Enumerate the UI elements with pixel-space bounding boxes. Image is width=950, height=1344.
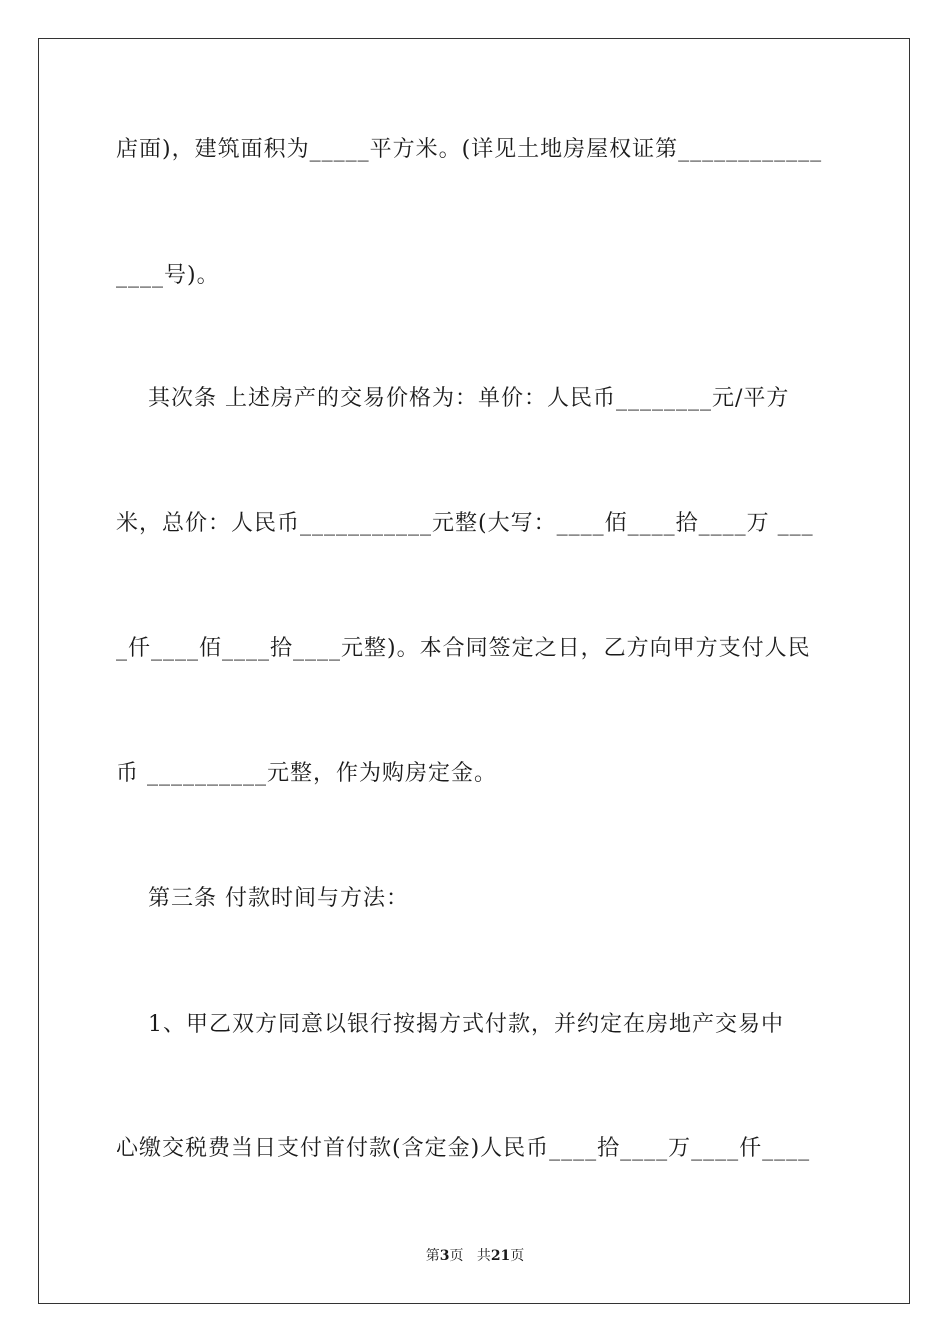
page-border (38, 38, 910, 1304)
page-footer (0, 1246, 950, 1266)
footer-total-number: 21 (490, 1248, 511, 1264)
body-line-7: 第三条 付款时间与方法： (116, 886, 409, 911)
body-line-8: 1、甲乙双方同意以银行按揭方式付款，并约定在房地产交易中 (116, 1012, 784, 1037)
footer-total-prefix: 共 (476, 1248, 491, 1264)
body-line-6: 币 __________元整，作为购房定金。 (116, 761, 497, 786)
body-line-4: 米，总价：人民币___________元整(大写：____佰____拾____万 ___ (116, 511, 814, 536)
footer-total-suffix: 页 (510, 1248, 525, 1264)
body-line-1: 店面)，建筑面积为_____平方米。(详见土地房屋权证第____________ (116, 137, 823, 162)
footer-page-suffix: 页 (449, 1248, 464, 1264)
body-line-9: 心缴交税费当日支付首付款(含定金)人民币____拾____万____仟____ (116, 1136, 811, 1161)
body-line-5: _仟____佰____拾____元整)。本合同签定之日，乙方向甲方支付人民 (116, 636, 811, 661)
footer-page-number: 3 (439, 1248, 450, 1264)
body-line-2: ____号)。 (116, 263, 220, 288)
body-line-3: 其次条 上述房产的交易价格为：单价：人民币________元/平方 (116, 386, 790, 411)
footer-page-prefix: 第 (425, 1248, 440, 1264)
